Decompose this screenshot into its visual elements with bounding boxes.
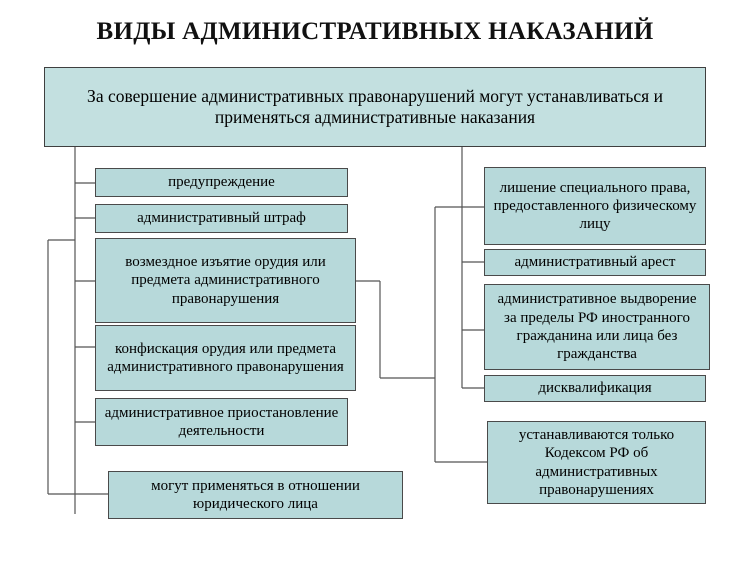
node-left-1: предупреждение [95,168,348,197]
node-right-3: административное выдворение за пределы РФ иностранного гражданина или лица без гражданства [484,284,710,370]
node-left-5: административное приостановление деятельности [95,398,348,446]
node-left-3: возмездное изъятие орудия или предмета административного правонарушения [95,238,356,323]
page-title: ВИДЫ АДМИНИСТРАТИВНЫХ НАКАЗАНИЙ [96,18,654,45]
node-left-6: могут применяться в отношении юридического лица [108,471,403,519]
node-left-2: административный штраф [95,204,348,233]
node-left-4: конфискация орудия или предмета административного правонарушения [95,325,356,391]
node-right-2: административный арест [484,249,706,276]
node-right-5: устанавливаются только Кодексом РФ об административных правонарушениях [487,421,706,504]
node-right-4: дисквалификация [484,375,706,402]
root-statement: За совершение административных правонарушений могут устанавливаться и применяться административные наказания [44,67,706,147]
node-right-1: лишение специального права, предоставленного физическому лицу [484,167,706,245]
